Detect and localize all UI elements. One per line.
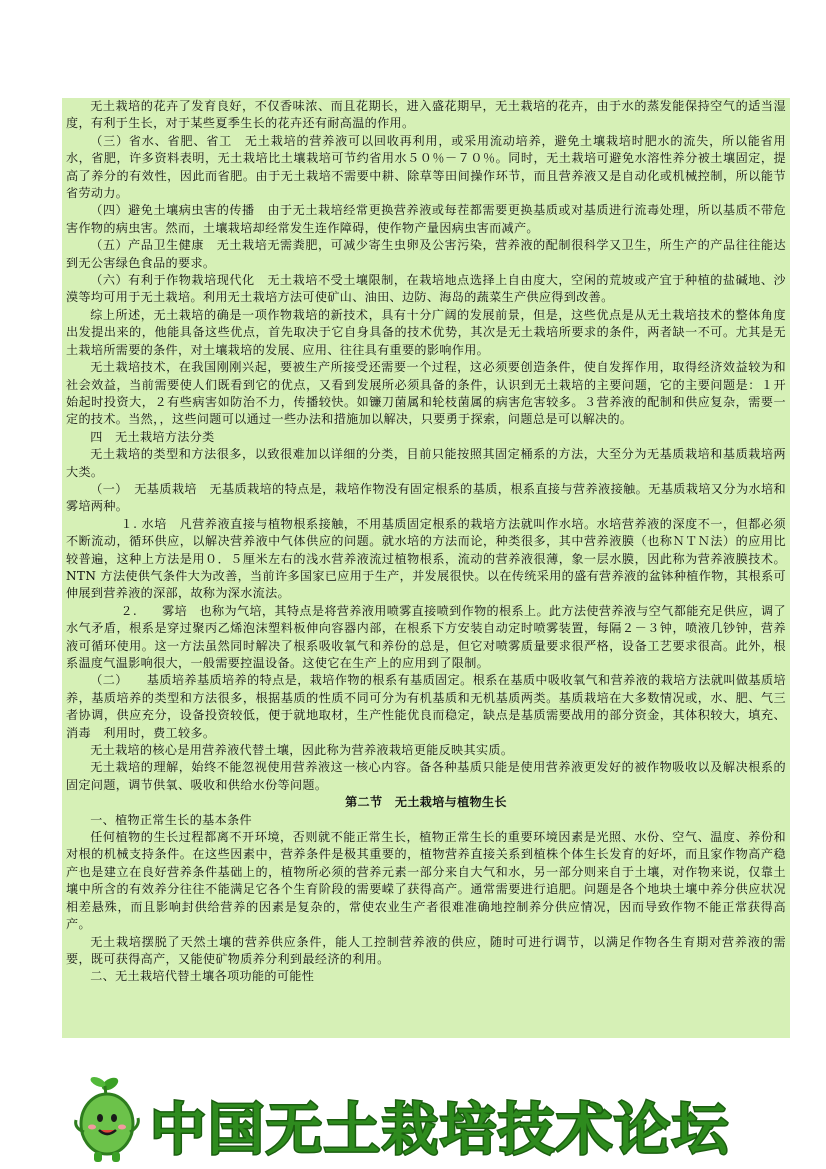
paragraph-flowers: 无土栽培的花卉了发育良好，不仅香味浓、而且花期长，进入盛花期早，无土栽培的花卉，由于水的蒸发能保持空气的适当湿度，有利于生长，对于某些夏季生长的花卉还有耐高温的作用。: [66, 99, 786, 131]
subheading-replace-soil: 二、无土栽培代替土壤各项功能的可能性: [90, 969, 315, 984]
paragraph-understanding: 无土栽培的理解，始终不能忽视使用营养液这一核心内容。备各种基质只能是使用营养液更发好的被作物吸收以及解决根系的固定问题，调节供氧、吸收和供给水份等问题。: [66, 760, 786, 792]
paragraph-summary: 综上所述，无土栽培的确是一项作物栽培的新技术，具有十分广阔的发展前景，但是，这些优点是从无土栽培技术的整体角度出发提出来的，他能具备这些优点，首先取决于它自身具备的技术优势，其次是无土栽培所要求的条件，两者缺一不可。尤其是无土栽培所需要的条件，对土壤栽培的发展、应用、往往具有重要的影响作用。: [66, 307, 786, 357]
paragraph-water-culture: １. 水培 凡营养液直接与植物根系接触，不用基质固定根系的栽培方法就叫作水培。水培营养液的深度不一，但都必须不断流动，循环供应，以解决营养液中气体供应的问题。就水培的方法而论，种类很多，其中营养液膜（也称ＮＴＮ法）的应用比较普遍，这种上方法是用０．５厘米左右的浅水营养液流过植物根系，流动的营养液很薄，象一层水膜，因此称为营养液膜技术。NTN 方法使供气条件大为改善，当前许多国家已应用于生产，并发展很快。以在传统采用的盛有营养液的盆钵种植作物，其根系可伸展到营养液的深部，故称为深水流法。: [66, 516, 786, 601]
green-seedling-mascot-icon: [72, 1072, 144, 1167]
paragraph-modernization: （六）有利于作物栽培现代化 无土栽培不受土壤限制，在栽培地点选择上自由度大，空闲的荒坡或产宜于种植的盐碱地、沙漠等均可用于无土栽培。利用无土栽培方法可使矿山、油田、边防、海岛的蔬菜生产供应得到改善。: [66, 273, 786, 305]
paragraph-classification: 无土栽培的类型和方法很多，以致很难加以详细的分类，目前只能按照其固定桶系的方法，大至分为无基质栽培和基质栽培两大类。: [66, 447, 786, 479]
paragraph-hygiene: （五）产品卫生健康 无土栽培无需粪肥，可减少寄生虫卵及公害污染，营养液的配制很科学又卫生，所生产的产品往往能达到无公害绿色食品的要求。: [66, 238, 786, 270]
article-body: [62, 98, 790, 1038]
paragraph-core-nutrient: 无土栽培的核心是用营养液代替土壤，因此称为营养液栽培更能反映其实质。: [90, 743, 514, 758]
paragraph-save-water: （三）省水、省肥、省工 无土栽培的营养液可以回收再利用，或采用流动培养，避免土壤栽培时肥水的流失，所以能省用水，省肥，许多资料表明，无土栽培比土壤栽培可节约省用水５０％－７０％。同时，无土栽培可避免水溶性养分被土壤固定，提高了养分的有效性，因此而省肥。由于无土栽培不需要中耕、除草等田间操作环节，而且营养液又是自动化或机械控制，所以能节省劳动力。: [66, 133, 786, 201]
forum-title: 中国无土栽培技术论坛: [150, 1098, 730, 1163]
chapter-heading-section2: 第二节 无土栽培与植物生长: [345, 795, 507, 810]
paragraph-substrate-culture: （二） 基质培养基质培养的特点是，栽培作物的根系有基质固定。根系在基质中吸收氧气和营养液的栽培方法就叫做基质培养，基质培养的类型和方法很多，根据基质的性质不同可分为有机基质和无机基质两类。基质栽培在大多数情况或，水、肥、气三者协调，供应充分，设备投资较低，便于就地取材，生产性能优良而稳定，缺点是基质需要战用的部分资金，其体积较大，填充、消毒 利用时，费工较多。: [66, 673, 786, 740]
paragraph-free-from-soil: 无土栽培摆脱了天然土壤的营养供应条件，能人工控制营养液的供应，随时可进行调节，以满足作物各生育期对营养液的需要，既可获得高产，又能使矿物质养分利到最经济的利用。: [66, 934, 786, 966]
paragraph-problems: 无土栽培技术，在我国刚刚兴起，要被生产所接受还需要一个过程，这必须要创造条件，使自发挥作用，取得经济效益较为和社会效益，当前需要使人们既看到它的优点，又看到发展所必须具备的条件，认识到无土栽培的主要问题，它的主要问题是：１开始起时投资大，２有些病害如防治不力，传播较快。如镰刀菌属和轮枝菌属的病害危害较多。３营养液的配制和供应复杂，需要一定的技术。当然，，这些问题可以通过一些办法和措施加以解决，只要勇于探索，问题总是可以解决的。: [66, 360, 786, 427]
section-heading-classification: 四 无土栽培方法分类: [90, 429, 215, 444]
paragraph-aeroponics: ２. 雾培 也称为气培，其特点是将营养液用喷雾直接喷到作物的根系上。此方法使营养液与空气都能充足供应，调了水气矛盾，根系是穿过聚丙乙烯泡沫塑料板伸向容器内部，在根系下方安装自动定时喷雾装置，每隔２－３钟，喷液几钞钟，营养液可循环使用。这一方法虽然同时解决了根系吸收氧气和养份的总是，但它对喷雾质量要求很严格，设备工艺要求很高。此外，根系温度气温影响很大，一般需要控温设备。这使它在生产上的应用到了限制。: [66, 603, 786, 670]
paragraph-pest-avoid: （四）避免土壤病虫害的传播 由于无土栽培经常更换营养液或每茬都需要更换基质或对基质进行流毒处理，所以基质不带危害作物的病虫害。然而，土壤栽培却经常发生连作障碍，使作物产量因病虫害而减产。: [66, 203, 786, 235]
paragraph-soilless-substrate-free: （一） 无基质栽培 无基质栽培的特点是，栽培作物没有固定根系的基质，根系直接与营养液接触。无基质栽培又分为水培和雾培两种。: [66, 481, 786, 514]
paragraph-growth-conditions: 任何植物的生长过程都离不开环境，否则就不能正常生长，植物正常生长的重要环境因素是光照、水份、空气、温度、养份和对根的机械支持条件。在这些因素中，营养条件是极其重要的，植物营养直接关系到植株个体生长发育的好坏，而且家作物高产稳产也是建立在良好营养条件基础上的，植物所必须的营养元素一部分来自大气和水，另一部分则来自于土壤，对作物来说，仅靠土壤中所含的有效养分往往不能满足它各个生育阶段的需要嵘了获得高产。通常需要进行追肥。问题是各个地块土壤中养分供应状况相差悬殊，而且影响封供给营养的因素是复杂的，常使农业生产者很难准确地控制养分供应情况，因而导致作物不能正常获得高产。: [66, 830, 786, 932]
forum-banner: [72, 1072, 772, 1167]
subheading-growth-conditions: 一、植物正常生长的基本条件: [90, 812, 252, 827]
